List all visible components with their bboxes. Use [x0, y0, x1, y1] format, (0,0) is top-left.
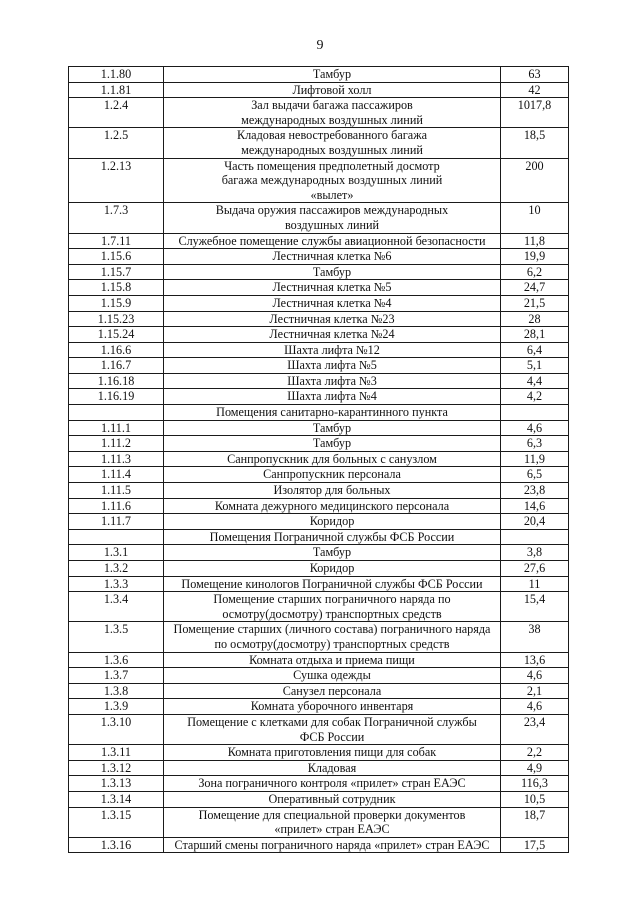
room-name-cell: Тамбур	[164, 545, 501, 561]
room-name-cell: Санузел персонала	[164, 683, 501, 699]
table-row	[69, 668, 569, 684]
table-row	[69, 807, 569, 837]
room-area-cell: 17,5	[501, 837, 569, 853]
room-name-cell: Комната приготовления пищи для собак	[164, 745, 501, 761]
room-area-cell: 23,8	[501, 483, 569, 499]
table-row	[69, 98, 569, 128]
room-name-cell: Тамбур	[164, 436, 501, 452]
table-row	[69, 311, 569, 327]
room-code-cell: 1.3.2	[69, 561, 164, 577]
room-code-cell: 1.3.11	[69, 745, 164, 761]
room-area-cell: 6,3	[501, 436, 569, 452]
room-area-cell: 4,6	[501, 420, 569, 436]
room-name-cell: Изолятор для больных	[164, 483, 501, 499]
table-row	[69, 483, 569, 499]
room-code-cell: 1.15.7	[69, 264, 164, 280]
rooms-table	[68, 66, 569, 853]
room-name-cell: Сушка одежды	[164, 668, 501, 684]
room-code-cell: 1.3.10	[69, 714, 164, 744]
room-name-cell: Служебное помещение службы авиационной безопасности	[164, 233, 501, 249]
room-code-cell: 1.3.14	[69, 791, 164, 807]
room-code-cell: 1.15.6	[69, 249, 164, 265]
room-area-cell: 11	[501, 576, 569, 592]
room-code-cell: 1.16.7	[69, 358, 164, 374]
room-name-cell: Комната уборочного инвентаря	[164, 699, 501, 715]
room-name-cell: Помещение с клетками для собак Пограничной службы ФСБ России	[164, 714, 501, 744]
room-code-cell: 1.16.6	[69, 342, 164, 358]
room-code-cell: 1.16.19	[69, 389, 164, 405]
table-row	[69, 699, 569, 715]
room-area-cell: 24,7	[501, 280, 569, 296]
section-code-cell	[69, 405, 164, 421]
room-area-cell: 28,1	[501, 327, 569, 343]
room-code-cell: 1.3.9	[69, 699, 164, 715]
room-area-cell: 200	[501, 158, 569, 203]
room-name-cell: Коридор	[164, 561, 501, 577]
section-title: Помещения Пограничной службы ФСБ России	[164, 529, 501, 545]
room-area-cell: 6,4	[501, 342, 569, 358]
room-code-cell: 1.3.1	[69, 545, 164, 561]
table-row	[69, 683, 569, 699]
room-code-cell: 1.3.13	[69, 776, 164, 792]
table-row	[69, 714, 569, 744]
room-name-cell: Старший смены пограничного наряда «прилет» стран ЕАЭС	[164, 837, 501, 853]
section-area-cell	[501, 405, 569, 421]
room-area-cell: 14,6	[501, 498, 569, 514]
room-code-cell: 1.3.16	[69, 837, 164, 853]
room-area-cell: 2,1	[501, 683, 569, 699]
room-code-cell: 1.7.3	[69, 203, 164, 233]
table-row	[69, 467, 569, 483]
room-name-cell: Лестничная клетка №6	[164, 249, 501, 265]
room-code-cell: 1.15.24	[69, 327, 164, 343]
section-row	[69, 405, 569, 421]
room-name-cell: Помещение старших (личного состава) пограничного наряда по осмотру(досмотру) транспортных средств	[164, 622, 501, 652]
room-area-cell: 4,6	[501, 668, 569, 684]
table-row	[69, 622, 569, 652]
room-name-cell: Помещение кинологов Пограничной службы ФСБ России	[164, 576, 501, 592]
table-row	[69, 776, 569, 792]
table-row	[69, 203, 569, 233]
room-name-cell: Комната отдыха и приема пищи	[164, 652, 501, 668]
room-area-cell: 20,4	[501, 514, 569, 530]
room-code-cell: 1.11.2	[69, 436, 164, 452]
room-area-cell: 116,3	[501, 776, 569, 792]
table-row	[69, 592, 569, 622]
table-row	[69, 389, 569, 405]
room-area-cell: 6,2	[501, 264, 569, 280]
room-area-cell: 28	[501, 311, 569, 327]
room-name-cell: Комната дежурного медицинского персонала	[164, 498, 501, 514]
room-code-cell: 1.3.5	[69, 622, 164, 652]
table-row	[69, 760, 569, 776]
table-row	[69, 576, 569, 592]
room-name-cell: Коридор	[164, 514, 501, 530]
room-area-cell: 15,4	[501, 592, 569, 622]
room-area-cell: 42	[501, 82, 569, 98]
room-area-cell: 10	[501, 203, 569, 233]
room-code-cell: 1.11.6	[69, 498, 164, 514]
room-area-cell: 3,8	[501, 545, 569, 561]
room-area-cell: 19,9	[501, 249, 569, 265]
table-row	[69, 451, 569, 467]
room-area-cell: 4,6	[501, 699, 569, 715]
room-area-cell: 21,5	[501, 295, 569, 311]
room-code-cell: 1.1.80	[69, 67, 164, 83]
room-code-cell: 1.1.81	[69, 82, 164, 98]
room-code-cell: 1.2.5	[69, 128, 164, 158]
room-name-cell: Помещение старших пограничного наряда по осмотру(досмотру) транспортных средств	[164, 592, 501, 622]
room-name-cell: Тамбур	[164, 420, 501, 436]
table-row	[69, 358, 569, 374]
room-name-cell: Шахта лифта №12	[164, 342, 501, 358]
room-area-cell: 4,4	[501, 373, 569, 389]
section-title: Помещения санитарно-карантинного пункта	[164, 405, 501, 421]
table-row	[69, 327, 569, 343]
table-row	[69, 128, 569, 158]
room-code-cell: 1.11.7	[69, 514, 164, 530]
room-code-cell: 1.15.9	[69, 295, 164, 311]
room-name-cell: Кладовая невостребованного багажа международных воздушных линий	[164, 128, 501, 158]
room-name-cell: Тамбур	[164, 264, 501, 280]
room-area-cell: 10,5	[501, 791, 569, 807]
room-name-cell: Лифтовой холл	[164, 82, 501, 98]
room-name-cell: Шахта лифта №3	[164, 373, 501, 389]
room-area-cell: 6,5	[501, 467, 569, 483]
room-code-cell: 1.16.18	[69, 373, 164, 389]
room-code-cell: 1.15.23	[69, 311, 164, 327]
table-row	[69, 295, 569, 311]
section-row	[69, 529, 569, 545]
table-row	[69, 82, 569, 98]
table-row	[69, 420, 569, 436]
table-row	[69, 436, 569, 452]
room-area-cell: 5,1	[501, 358, 569, 374]
room-name-cell: Кладовая	[164, 760, 501, 776]
room-code-cell: 1.2.13	[69, 158, 164, 203]
room-area-cell: 1017,8	[501, 98, 569, 128]
room-name-cell: Шахта лифта №5	[164, 358, 501, 374]
room-code-cell: 1.7.11	[69, 233, 164, 249]
room-area-cell: 4,2	[501, 389, 569, 405]
room-name-cell: Санпропускник для больных с санузлом	[164, 451, 501, 467]
rooms-table-body	[69, 67, 569, 853]
room-name-cell: Шахта лифта №4	[164, 389, 501, 405]
room-name-cell: Оперативный сотрудник	[164, 791, 501, 807]
section-code-cell	[69, 529, 164, 545]
room-name-cell: Лестничная клетка №24	[164, 327, 501, 343]
room-area-cell: 2,2	[501, 745, 569, 761]
room-name-cell: Лестничная клетка №5	[164, 280, 501, 296]
room-area-cell: 4,9	[501, 760, 569, 776]
table-row	[69, 373, 569, 389]
room-code-cell: 1.3.4	[69, 592, 164, 622]
room-name-cell: Часть помещения предполетный досмотр багажа международных воздушных линий «вылет»	[164, 158, 501, 203]
room-area-cell: 27,6	[501, 561, 569, 577]
table-row	[69, 791, 569, 807]
table-row	[69, 652, 569, 668]
room-name-cell: Лестничная клетка №4	[164, 295, 501, 311]
room-area-cell: 63	[501, 67, 569, 83]
room-code-cell: 1.11.4	[69, 467, 164, 483]
table-row	[69, 67, 569, 83]
room-code-cell: 1.11.1	[69, 420, 164, 436]
table-row	[69, 498, 569, 514]
room-area-cell: 11,9	[501, 451, 569, 467]
room-code-cell: 1.11.5	[69, 483, 164, 499]
table-row	[69, 249, 569, 265]
room-area-cell: 23,4	[501, 714, 569, 744]
table-row	[69, 280, 569, 296]
room-code-cell: 1.3.6	[69, 652, 164, 668]
room-name-cell: Санпропускник персонала	[164, 467, 501, 483]
room-name-cell: Зал выдачи багажа пассажиров международных воздушных линий	[164, 98, 501, 128]
table-row	[69, 545, 569, 561]
room-code-cell: 1.3.7	[69, 668, 164, 684]
room-code-cell: 1.3.15	[69, 807, 164, 837]
room-name-cell: Выдача оружия пассажиров международных воздушных линий	[164, 203, 501, 233]
table-row	[69, 233, 569, 249]
room-area-cell: 11,8	[501, 233, 569, 249]
room-area-cell: 18,7	[501, 807, 569, 837]
room-code-cell: 1.2.4	[69, 98, 164, 128]
table-row	[69, 264, 569, 280]
room-area-cell: 13,6	[501, 652, 569, 668]
table-row	[69, 561, 569, 577]
section-area-cell	[501, 529, 569, 545]
room-code-cell: 1.11.3	[69, 451, 164, 467]
room-code-cell: 1.3.12	[69, 760, 164, 776]
room-name-cell: Помещение для специальной проверки документов «прилет» стран ЕАЭС	[164, 807, 501, 837]
room-name-cell: Тамбур	[164, 67, 501, 83]
room-name-cell: Зона пограничного контроля «прилет» стран ЕАЭС	[164, 776, 501, 792]
table-row	[69, 837, 569, 853]
room-code-cell: 1.15.8	[69, 280, 164, 296]
table-row	[69, 158, 569, 203]
page-number: 9	[316, 38, 324, 53]
room-code-cell: 1.3.8	[69, 683, 164, 699]
table-row	[69, 514, 569, 530]
room-code-cell: 1.3.3	[69, 576, 164, 592]
table-row	[69, 342, 569, 358]
table-row	[69, 745, 569, 761]
room-name-cell: Лестничная клетка №23	[164, 311, 501, 327]
room-area-cell: 38	[501, 622, 569, 652]
room-area-cell: 18,5	[501, 128, 569, 158]
